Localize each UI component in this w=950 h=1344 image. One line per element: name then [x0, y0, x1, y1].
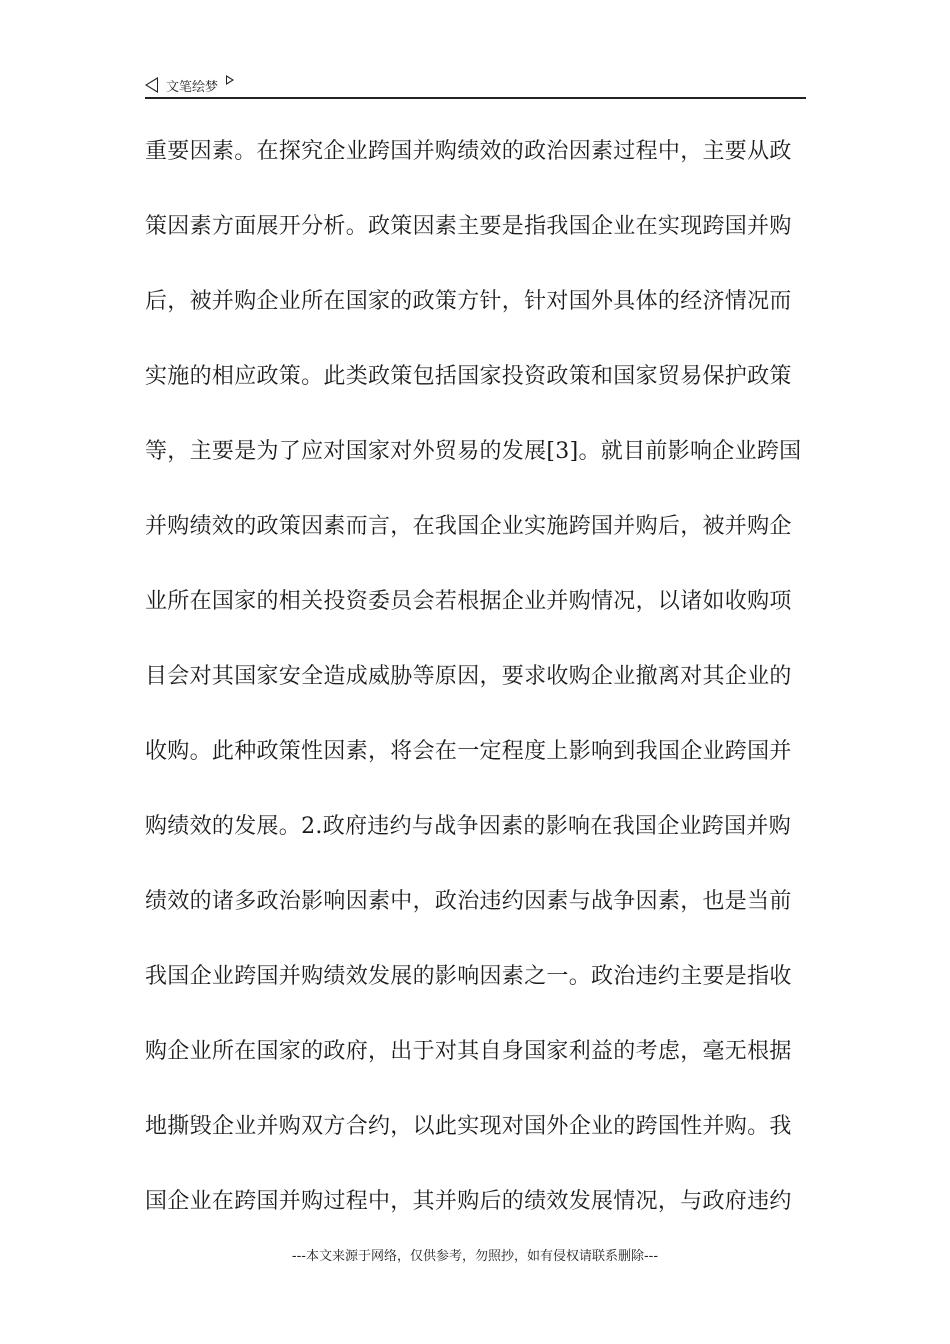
- text-line: 目会对其国家安全造成威胁等原因，要求收购企业撤离对其企业的: [145, 664, 792, 689]
- text-line: 并购绩效的政策因素而言，在我国企业实施跨国并购后，被并购企: [145, 514, 792, 539]
- text-line: 收购。此种政策性因素，将会在一定程度上影响到我国企业跨国并: [145, 739, 792, 764]
- page-header: [145, 74, 234, 96]
- text-line: 等，主要是为了应对国家对外贸易的发展[3]。就目前影响企业跨国: [145, 439, 802, 464]
- text-line: 购绩效的发展。2.政府违约与战争因素的影响在我国企业跨国并购: [145, 814, 791, 839]
- text-line: 实施的相应政策。此类政策包括国家投资政策和国家贸易保护政策: [145, 364, 792, 389]
- text-line: 策因素方面展开分析。政策因素主要是指我国企业在实现跨国并购: [145, 214, 792, 239]
- header-divider: [145, 97, 806, 99]
- body-text: [145, 128, 807, 1253]
- triangle-left-icon: [145, 77, 158, 93]
- triangle-right-icon: [226, 75, 234, 85]
- page-footer: ---本文来源于网络，仅供参考，勿照抄，如有侵权请联系删除---: [291, 1249, 659, 1264]
- text-line: 地撕毁企业并购双方合约，以此实现对国外企业的跨国性并购。我: [145, 1114, 792, 1139]
- header-title: 文笔绘梦: [166, 79, 219, 95]
- text-line: 绩效的诸多政治影响因素中，政治违约因素与战争因素，也是当前: [145, 889, 792, 914]
- text-line: 国企业在跨国并购过程中，其并购后的绩效发展情况，与政府违约: [145, 1189, 792, 1214]
- text-line: 我国企业跨国并购绩效发展的影响因素之一。政治违约主要是指收: [145, 964, 792, 989]
- text-line: 后，被并购企业所在国家的政策方针，针对国外具体的经济情况而: [145, 289, 792, 314]
- text-line: 重要因素。在探究企业跨国并购绩效的政治因素过程中，主要从政: [145, 139, 792, 164]
- text-line: 业所在国家的相关投资委员会若根据企业并购情况，以诸如收购项: [145, 589, 792, 614]
- text-line: 购企业所在国家的政府，出于对其自身国家利益的考虑，毫无根据: [145, 1039, 792, 1064]
